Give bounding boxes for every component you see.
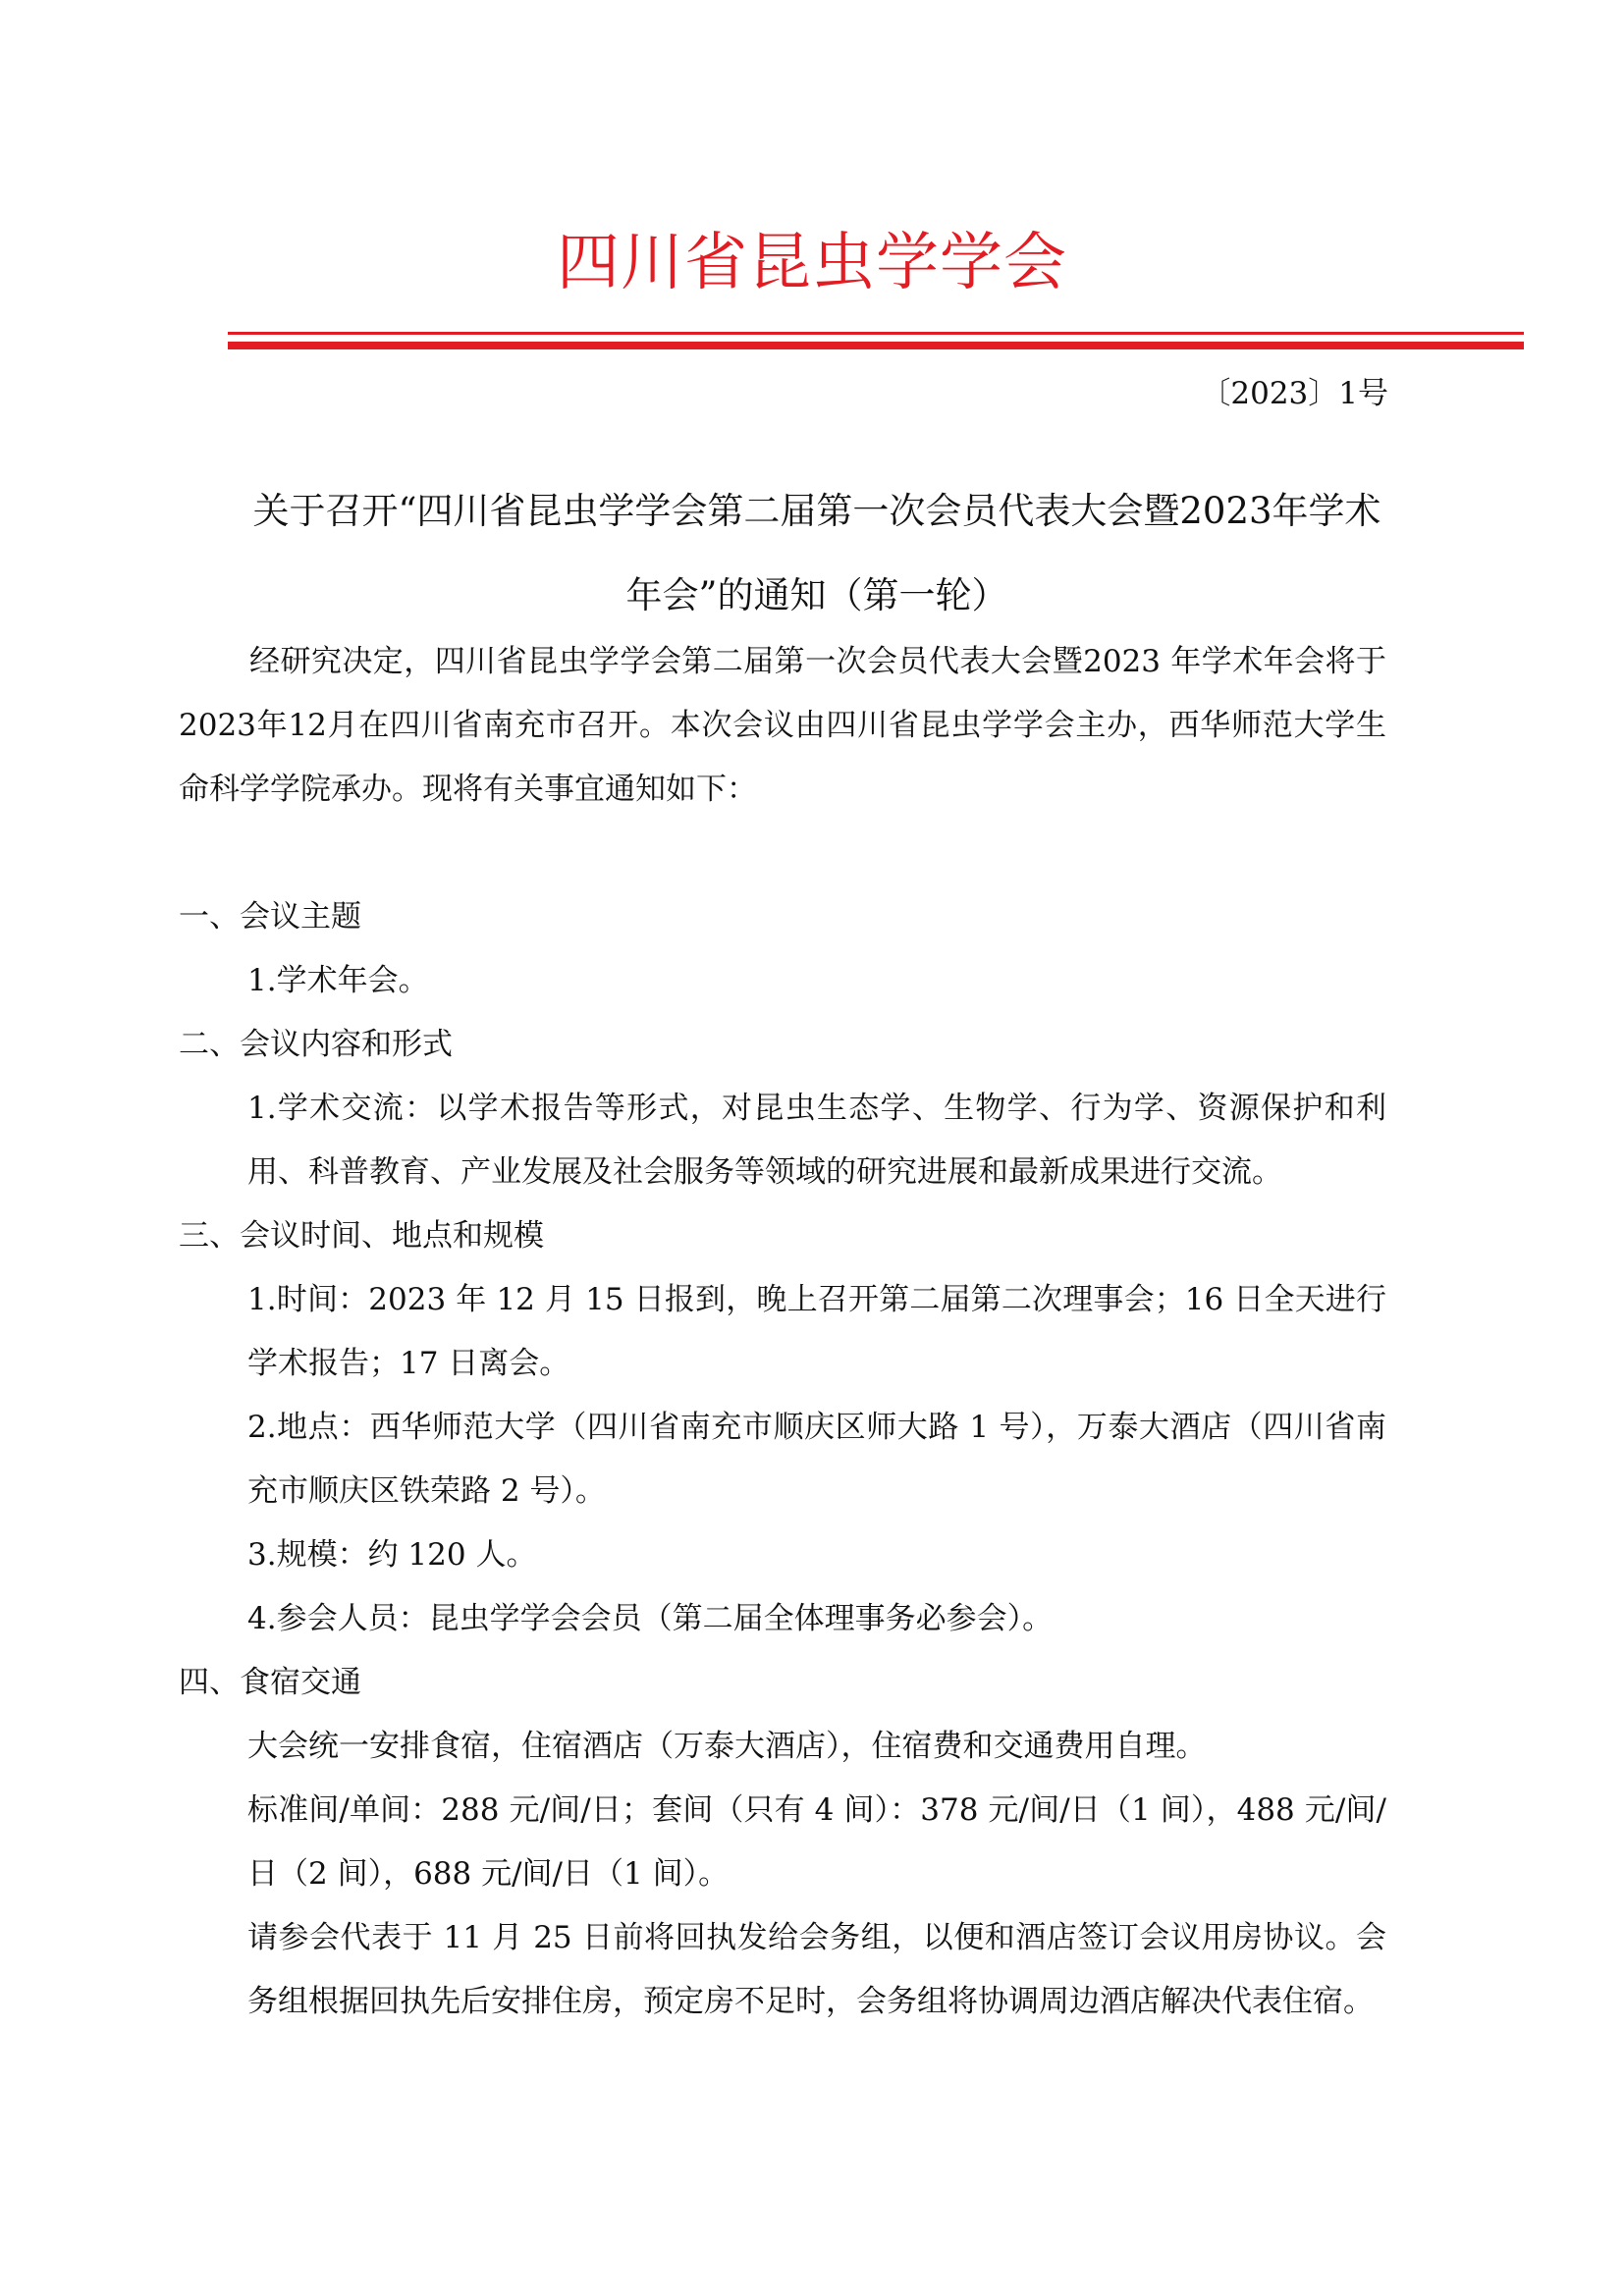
section-heading: 一、会议主题 — [179, 899, 361, 934]
section-item: 标准间/单间：288 元/间/日；套间（只有 4 间）：378 元/间/日（1 间），488 元/间/日（2 间），688 元/间/日（1 间）。 — [247, 1792, 1386, 1892]
section-item: 1.学术年会。 — [247, 963, 429, 998]
section-item: 4.参会人员：昆虫学学会会员（第二届全体理事务必参会）。 — [247, 1601, 1054, 1636]
document-number: 〔2023〕1号 — [1200, 376, 1388, 411]
section-item: 请参会代表于 11 月 25 日前将回执发给会务组，以便和酒店签订会议用房协议。会务组根据回执先后安排住房，预定房不足时，会务组将协调周边酒店解决代表住宿。 — [247, 1920, 1386, 2019]
section-heading: 二、会议内容和形式 — [179, 1027, 453, 1062]
section-heading: 三、会议时间、地点和规模 — [179, 1218, 544, 1254]
section-item: 大会统一安排食宿，住宿酒店（万泰大酒店），住宿费和交通费用自理。 — [247, 1729, 1207, 1764]
organization-title: 四川省昆虫学学会 — [557, 227, 1067, 299]
red-header-rule-thick — [228, 342, 1524, 349]
section-heading: 四、食宿交通 — [179, 1665, 361, 1700]
red-header-rule-thin — [228, 332, 1524, 335]
section-item: 3.规模：约 120 人。 — [247, 1537, 537, 1573]
section-item: 2.地点：西华师范大学（四川省南充市顺庆区师大路 1 号），万泰大酒店（四川省南充市顺庆区铁荣路 2 号）。 — [247, 1410, 1386, 1509]
intro-paragraph: 经研究决定，四川省昆虫学学会第二届第一次会员代表大会暨2023 年学术年会将于2023年12月在四川省南充市召开。本次会议由四川省昆虫学学会主办，西华师范大学生命科学学院承办。现将有关事宜通知如下： — [179, 644, 1386, 807]
section-item: 1.学术交流：以学术报告等形式，对昆虫生态学、生物学、行为学、资源保护和利用、科普教育、产业发展及社会服务等领域的研究进展和最新成果进行交流。 — [247, 1091, 1386, 1190]
section-item: 1.时间：2023 年 12 月 15 日报到，晚上召开第二届第二次理事会；16 日全天进行学术报告；17 日离会。 — [247, 1282, 1386, 1381]
notice-title: 关于召开“四川省昆虫学学会第二届第一次会员代表大会暨2023年学术年会”的通知（第一轮） — [252, 490, 1381, 616]
